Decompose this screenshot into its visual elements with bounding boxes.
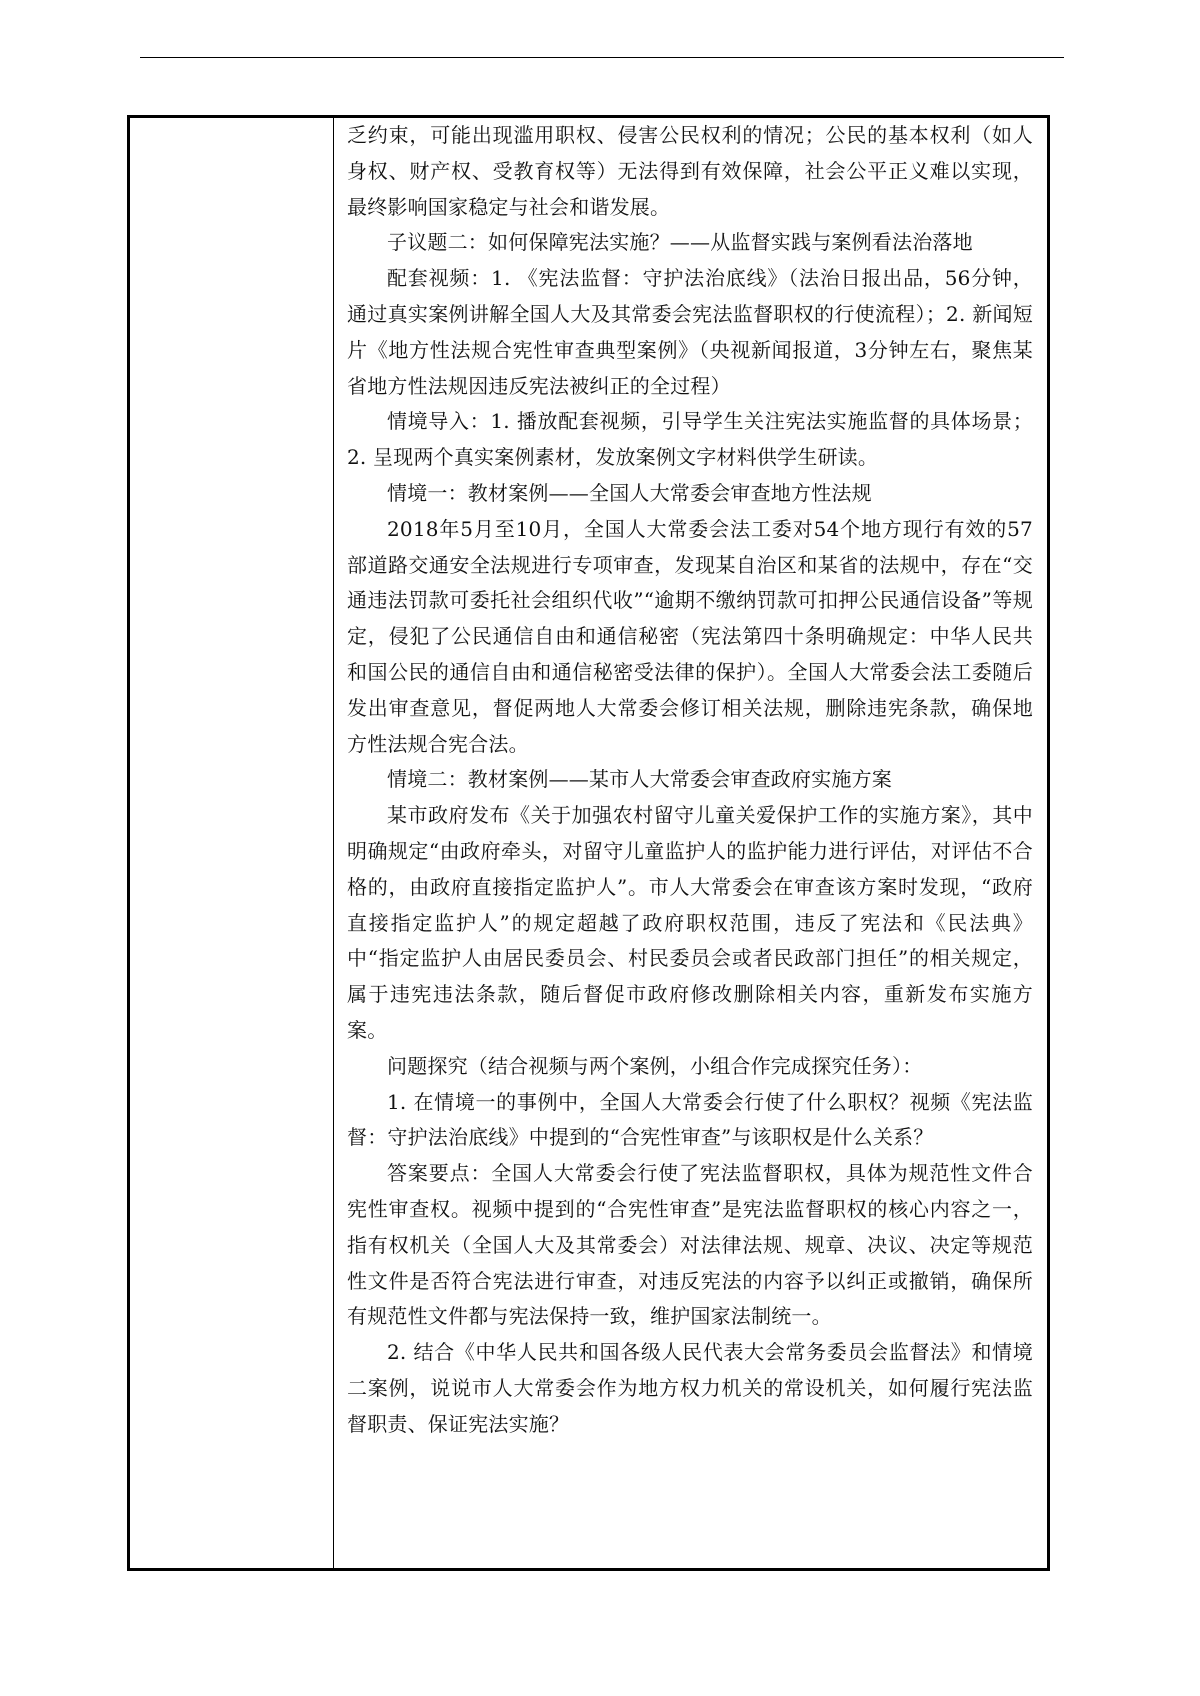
paragraph-continuation: 乏约束，可能出现滥用职权、侵害公民权利的情况；公民的基本权利（如人身权、财产权、受教育权等）无法得到有效保障，社会公平正义难以实现，最终影响国家稳定与社会和谐发展。	[347, 123, 1033, 219]
scenario-two-heading: 情境二：教材案例——某市人大常委会审查政府实施方案	[387, 767, 892, 792]
paragraph-intro: 情境导入：1. 播放配套视频，引导学生关注宪法实施监督的具体场景；2. 呈现两个真实案例素材，发放案例文字材料供学生研读。	[347, 409, 1033, 470]
question-one: 1. 在情境一的事例中，全国人大常委会行使了什么职权？视频《宪法监督：守护法治底线》中提到的“合宪性审查”与该职权是什么关系？	[347, 1089, 1033, 1150]
inquiry-heading: 问题探究（结合视频与两个案例，小组合作完成探究任务）：	[387, 1053, 923, 1078]
scenario-one-heading: 情境一：教材案例——全国人大常委会审查地方性法规	[387, 480, 872, 505]
table-right-column	[334, 118, 1047, 1568]
paragraph-video: 配套视频：1. 《宪法监督：守护法治底线》（法治日报出品，56分钟，通过真实案例讲解全国人大及其常委会宪法监督职权的行使流程）；2. 新闻短片《地方性法规合宪性审查典型案例》（央视新闻报道，3分钟左右，聚焦某省地方性法规因违反宪法被纠正的全过程）	[347, 266, 1033, 398]
subtopic-heading: 子议题二：如何保障宪法实施？——从监督实践与案例看法治落地	[387, 230, 973, 255]
question-two: 2. 结合《中华人民共和国各级人民代表大会常务委员会监督法》和情境二案例，说说市人大常委会作为地方权力机关的常设机关，如何履行宪法监督职责、保证宪法实施？	[347, 1340, 1033, 1436]
answer-one: 答案要点：全国人大常委会行使了宪法监督职权，具体为规范性文件合宪性审查权。视频中提到的“合宪性审查”是宪法监督职权的核心内容之一，指有权机关（全国人大及其常委会）对法律法规、规章、决议、决定等规范性文件是否符合宪法进行审查，对违反宪法的内容予以纠正或撤销，确保所有规范性文件都与宪法保持一致，维护国家法制统一。	[347, 1161, 1033, 1329]
content-table	[127, 115, 1050, 1571]
header-rule	[140, 57, 1064, 58]
table-left-column	[130, 118, 334, 1568]
scenario-one-body: 2018年5月至10月，全国人大常委会法工委对54个地方现行有效的57部道路交通安全法规进行专项审查，发现某自治区和某省的法规中，存在“交通违法罚款可委托社会组织代收”“逾期不缴纳罚款可扣押公民通信设备”等规定，侵犯了公民通信自由和通信秘密（宪法第四十条明确规定：中华人民共和国公民的通信自由和通信秘密受法律的保护）。全国人大常委会法工委随后发出审查意见，督促两地人大常委会修订相关法规，删除违宪条款，确保地方性法规合宪合法。	[347, 516, 1033, 756]
scenario-two-body: 某市政府发布《关于加强农村留守儿童关爱保护工作的实施方案》，其中明确规定“由政府牵头，对留守儿童监护人的监护能力进行评估，对评估不合格的，由政府直接指定监护人”。市人大常委会在审查该方案时发现，“政府直接指定监护人”的规定超越了政府职权范围，违反了宪法和《民法典》中“指定监护人由居民委员会、村民委员会或者民政部门担任”的相关规定，属于违宪违法条款，随后督促市政府修改删除相关内容，重新发布实施方案。	[347, 803, 1033, 1042]
